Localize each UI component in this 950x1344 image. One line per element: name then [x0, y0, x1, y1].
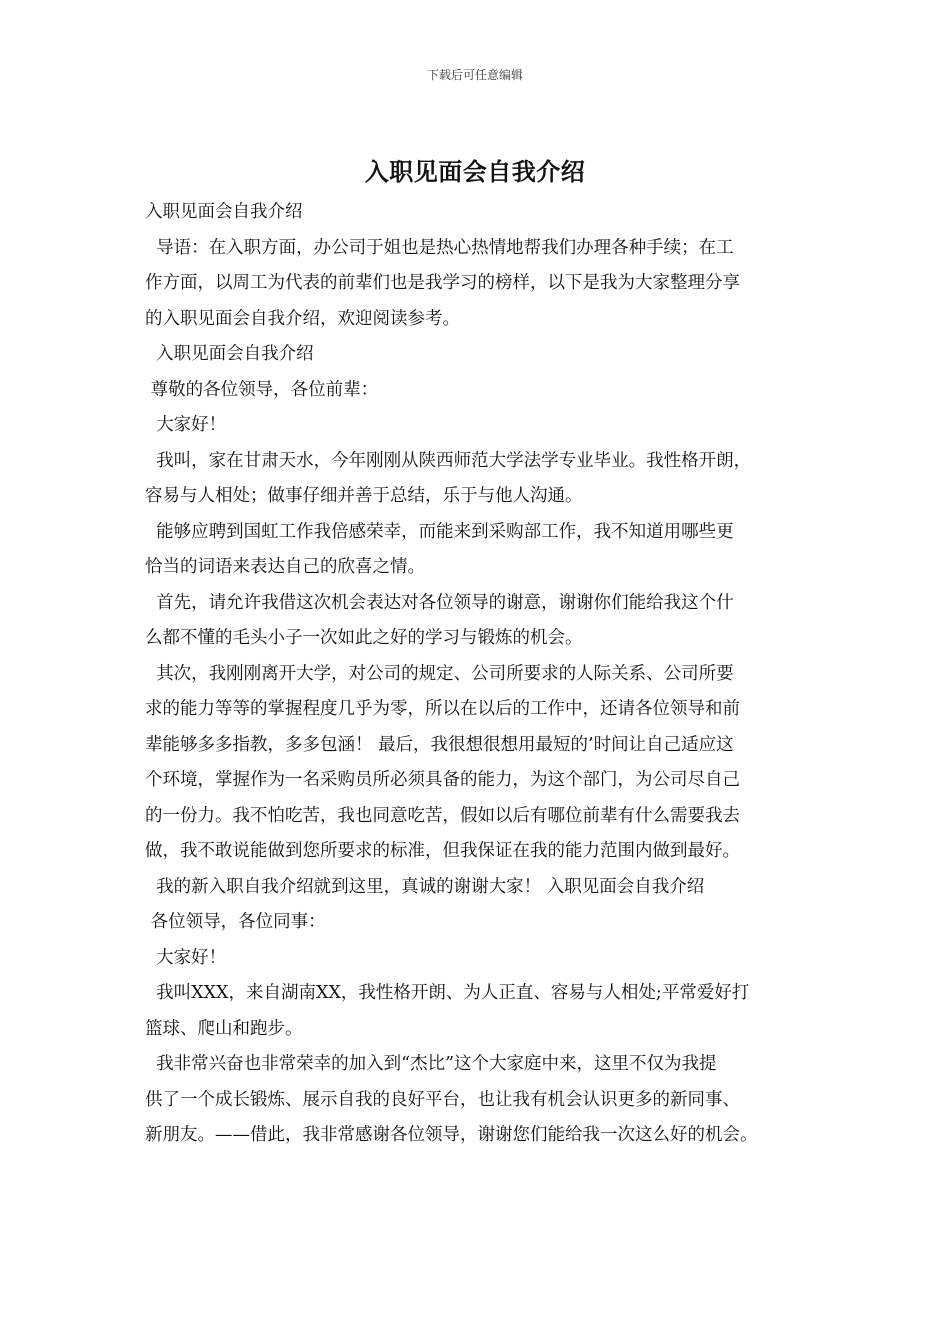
- body-line: 我的新入职自我介绍就到这里，真诚的谢谢大家！ 入职见面会自我介绍: [145, 876, 705, 897]
- body-line: 大家好！: [145, 947, 227, 968]
- document-body: [145, 195, 825, 1154]
- body-line: 首先，请允许我借这次机会表达对各位领导的谢意，谢谢你们能给我这个什: [145, 592, 734, 613]
- document-title: 入职见面会自我介绍: [364, 157, 586, 186]
- body-line: 么都不懂的毛头小子一次如此之好的学习与锻炼的机会。: [145, 628, 583, 648]
- body-line: 新朋友。——借此，我非常感谢各位领导，谢谢您们能给我一次这么好的机会。: [145, 1125, 758, 1145]
- body-line: 求的能力等等的掌握程度几乎为零，所以在以后的工作中，还请各位领导和前: [145, 699, 740, 719]
- body-line: 其次，我刚刚离开大学，对公司的规定、公司所要求的人际关系、公司所要: [145, 663, 734, 684]
- body-line: 个环境，掌握作为一名采购员所必须具备的能力，为这个部门，为公司尽自己: [145, 770, 740, 790]
- body-line: 我叫XXX，来自湖南XX，我性格开朗、为人正直、容易与人相处;平常爱好打: [145, 983, 750, 1003]
- body-line: 供了一个成长锻炼、展示自我的良好平台，也让我有机会认识更多的新同事、: [145, 1089, 740, 1110]
- body-line: 能够应聘到国虹工作我倍感荣幸，而能来到采购部工作，我不知道用哪些更: [145, 521, 734, 542]
- body-line: 入职见面会自我介绍: [145, 202, 303, 222]
- body-line: 入职见面会自我介绍: [145, 344, 314, 364]
- body-line: 各位领导，各位同事：: [145, 912, 326, 932]
- body-line: 尊敬的各位领导，各位前辈：: [145, 379, 379, 400]
- body-line: 容易与人相处；做事仔细并善于总结，乐于与他人沟通。: [145, 486, 583, 506]
- body-line: 篮球、爬山和跑步。: [145, 1018, 303, 1039]
- body-line: 辈能够多多指教，多多包涵！ 最后，我很想很想用最短的’时间让自己适应这: [145, 734, 734, 755]
- body-line: 导语：在入职方面，办公司于姐也是热心热情地帮我们办理各种手续；在工: [145, 237, 734, 258]
- header-note: 下载后可任意编辑: [426, 68, 523, 82]
- body-line: 我叫，家在甘肃天水，今年刚刚从陕西师范大学法学专业毕业。我性格开朗，: [145, 450, 752, 471]
- body-line: 作方面，以周工为代表的前辈们也是我学习的榜样，以下是我为大家整理分享: [145, 273, 740, 293]
- body-line: 大家好！: [145, 415, 227, 435]
- body-line: 的一份力。我不怕吃苦，我也同意吃苦，假如以后有哪位前辈有什么需要我去: [145, 805, 740, 826]
- body-line: 的入职见面会自我介绍，欢迎阅读参考。: [145, 308, 460, 329]
- body-line: 恰当的词语来表达自己的欣喜之情。: [145, 557, 425, 577]
- body-line: 我非常兴奋也非常荣幸的加入到“杰比”这个大家庭中来，这里不仅为我提: [145, 1054, 717, 1074]
- body-line: 做，我不敢说能做到您所要求的标准，但我保证在我的能力范围内做到最好。: [145, 841, 740, 861]
